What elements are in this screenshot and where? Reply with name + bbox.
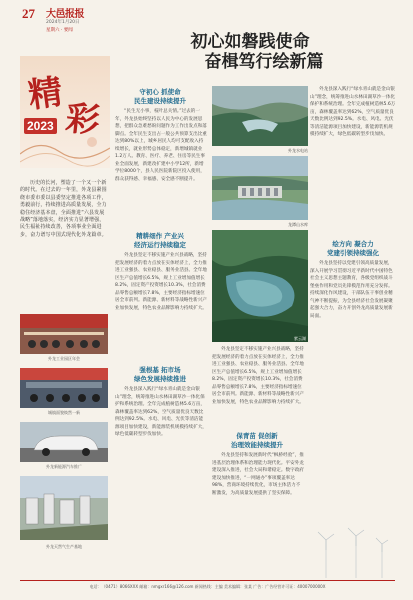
section-1-title-line2: 民生建设持续提升: [134, 96, 186, 105]
left-photo-1-caption: 外龙工业园区年会: [48, 356, 80, 361]
section-5-text: 外龙县坚持以党建引领高质量发展，深入开展学习贯彻习近平新时代中国特色社会主义思想主题教育，各级党组织战斗堡垒作用和党员先锋模范作用充分发挥。持续深化作风建设，干部队伍干事创业精气神不断提振，为全县经济社会发展凝聚起强大合力，奋力开创外龙高质量发展新局面。: [310, 261, 393, 319]
section-3-title-line1: 强根基 拓市场: [139, 366, 181, 374]
section-4-text: 外龙县坚持和发展新时代“枫桥经验”，推进基层治理体系和治理能力现代化。平安外龙建设深入推进，社会大局和谐稳定。数字政府建设加快推进，“一网通办”事项覆盖率达98%，营商环境持续优化，市场主体活力不断激发，为高质量发展提供了坚实保障。: [212, 453, 304, 496]
photo-hydropower-station: [212, 86, 308, 146]
section-3-title: [115, 366, 205, 383]
photo-caption-1: 外龙水电站: [288, 148, 308, 153]
section-2-title: [115, 232, 205, 249]
section-5-body: [310, 260, 396, 510]
section-4-title-line1: 保青苗 促创新: [236, 432, 278, 440]
section-5-title: [310, 240, 396, 257]
page-number: 27: [22, 6, 35, 21]
section-2b-text: 外龙县坚定不移实施产业兴县战略，坚持把发展经济的着力点放在实体经济上，全力推进工业强县、农业稳县、服务业活县。全年地区生产总值增长6.5%，规上工业增加值增长8.2%，固定资产投资增长10.3%，社会消费品零售总额增长7.8%，主要经济指标增速位居全市前列。新能源、新材料等战略性新兴产业加快发展，特色农业品牌影响力持续扩大。: [212, 347, 304, 405]
banner-char-2: 彩: [63, 98, 102, 142]
footer-rule: [20, 580, 395, 581]
photo-wind-turbines: [306, 520, 396, 578]
section-1-title-line1: 守初心 抓使命: [139, 88, 181, 96]
section-3-text: 外龙县深入践行“绿水青山就是金山银山”理念，统筹推进山水林田湖草沙一体化保护和系统治理。全年完成植树造林5.6万亩，森林覆盖率达到62%，空气质量优良天数比例达到92.5%。水电、风电、光伏等清洁能源项目加快建设，新能源装机规模持续扩大，绿色低碳转型步伐加快。: [115, 387, 207, 437]
section-5-title-line1: 绘方向 凝合力: [332, 240, 374, 248]
photo-caption-2: 龙潭山水库: [288, 222, 308, 227]
headline-line2: 奋楫笃行绘新篇: [204, 52, 324, 72]
photo-lake: [212, 230, 308, 342]
paper-section: 星期六 · 要闻: [46, 28, 73, 33]
paper-date: 2024年1月20日: [46, 20, 80, 25]
section-2-title-line2: 经济运行持续稳定: [134, 240, 186, 249]
headline-line1: 初心如磐践使命: [190, 32, 310, 52]
section-2-title-line1: 精耕细作 产业兴: [136, 232, 184, 240]
banner-char-1: 精: [25, 71, 66, 117]
section-3-body: [115, 386, 207, 576]
section-3-title-line2: 绿色发展持续推进: [134, 374, 186, 383]
banner-graphic: [20, 56, 110, 168]
left-column: [20, 56, 110, 576]
photo-caption-3: 紫云湖: [294, 336, 306, 341]
right-col-text-1: 外龙县深入践行“绿水青山就是金山银山”理念，统筹推进山水林田湖草沙一体化保护和系统治理。全年完成植树造林5.6万亩，森林覆盖率达到62%，空气质量优良天数比例达到92.5%。水电、风电、光伏等清洁能源项目加快建设，新能源装机规模持续扩大，绿色低碳转型步伐加快。: [310, 87, 396, 137]
left-photo-3-caption: 外龙新能源汽车推广: [46, 464, 82, 469]
section-4-title-line2: 治理效能持续提升: [231, 440, 283, 449]
left-photo-1: [20, 314, 108, 354]
banner-year: 2023: [24, 118, 57, 134]
section-4-title: [212, 432, 302, 449]
intro-paragraph: 历史的长河，塑造了一个又一个新的时代。在过去的一年里，外龙县紧围绕市委市委以县委坚定推进各项工作，勇毅前行，持续推进高质量发展，全力稳住经济基本盘，全面推进“六县发展战略”落地落实，经济实力显著增强，民生福祉持续改善，各项事业全面进步，奋力谱写中国式现代化外龙篇章。: [20, 180, 107, 238]
section-2-text: 外龙县坚定不移实施产业兴县战略，坚持把发展经济的着力点放在实体经济上，全力推进工业强县、农业稳县、服务业活县。全年地区生产总值增长6.5%，规上工业增加值增长8.2%，固定资产投资增长10.3%，社会消费品零售总额增长7.8%，主要经济指标增速位居全市前列。新能源、新材料等战略性新兴产业加快发展，特色农业品牌影响力持续扩大。: [115, 253, 207, 311]
section-4-body: [212, 452, 304, 576]
main-headline: [130, 32, 370, 72]
footer-info: 电话：（0471）8066XXX 邮箱：nmgxr166@126.com 新闻热线：主编 美术编辑：张某 广告：广告经营许可证：4000700000X: [89, 584, 326, 589]
section-2b-body: [212, 346, 304, 430]
right-col-body-1: [310, 86, 396, 236]
left-photo-2: [20, 368, 108, 408]
section-1-body: [115, 108, 207, 228]
left-photo-4-caption: 外龙天然气生产基地: [46, 544, 82, 549]
photo-dam: [212, 156, 308, 220]
section-2-body: [115, 252, 207, 364]
section-5-title-line2: 党建引领持续强化: [327, 248, 379, 257]
left-photo-3: [20, 422, 108, 462]
left-photo-2-caption: 城镇面貌焕然一新: [48, 410, 80, 415]
left-photo-4: [20, 476, 108, 540]
section-1-text: “民生无小事，枝叶总关情。”过去的一年，外龙县始终坚持以人民为中心的发展思想，把群众急难愁盼问题作为工作出发点和落脚点。全年民生支出占一般公共预算支出比重达到80%以上，城乡居民人均可支配收入持续增长，就业形势总体稳定，新增城镇就业1.2万人。教育、医疗、养老、住房等民生事业全面发展，新建改扩建中小学12所，新增学位8000个，县人民医院新院区投入使用，群众获得感、幸福感、安全感不断提升。: [115, 109, 207, 182]
paper-logo: 大邑报报: [46, 9, 84, 20]
section-1-title: [115, 88, 205, 105]
